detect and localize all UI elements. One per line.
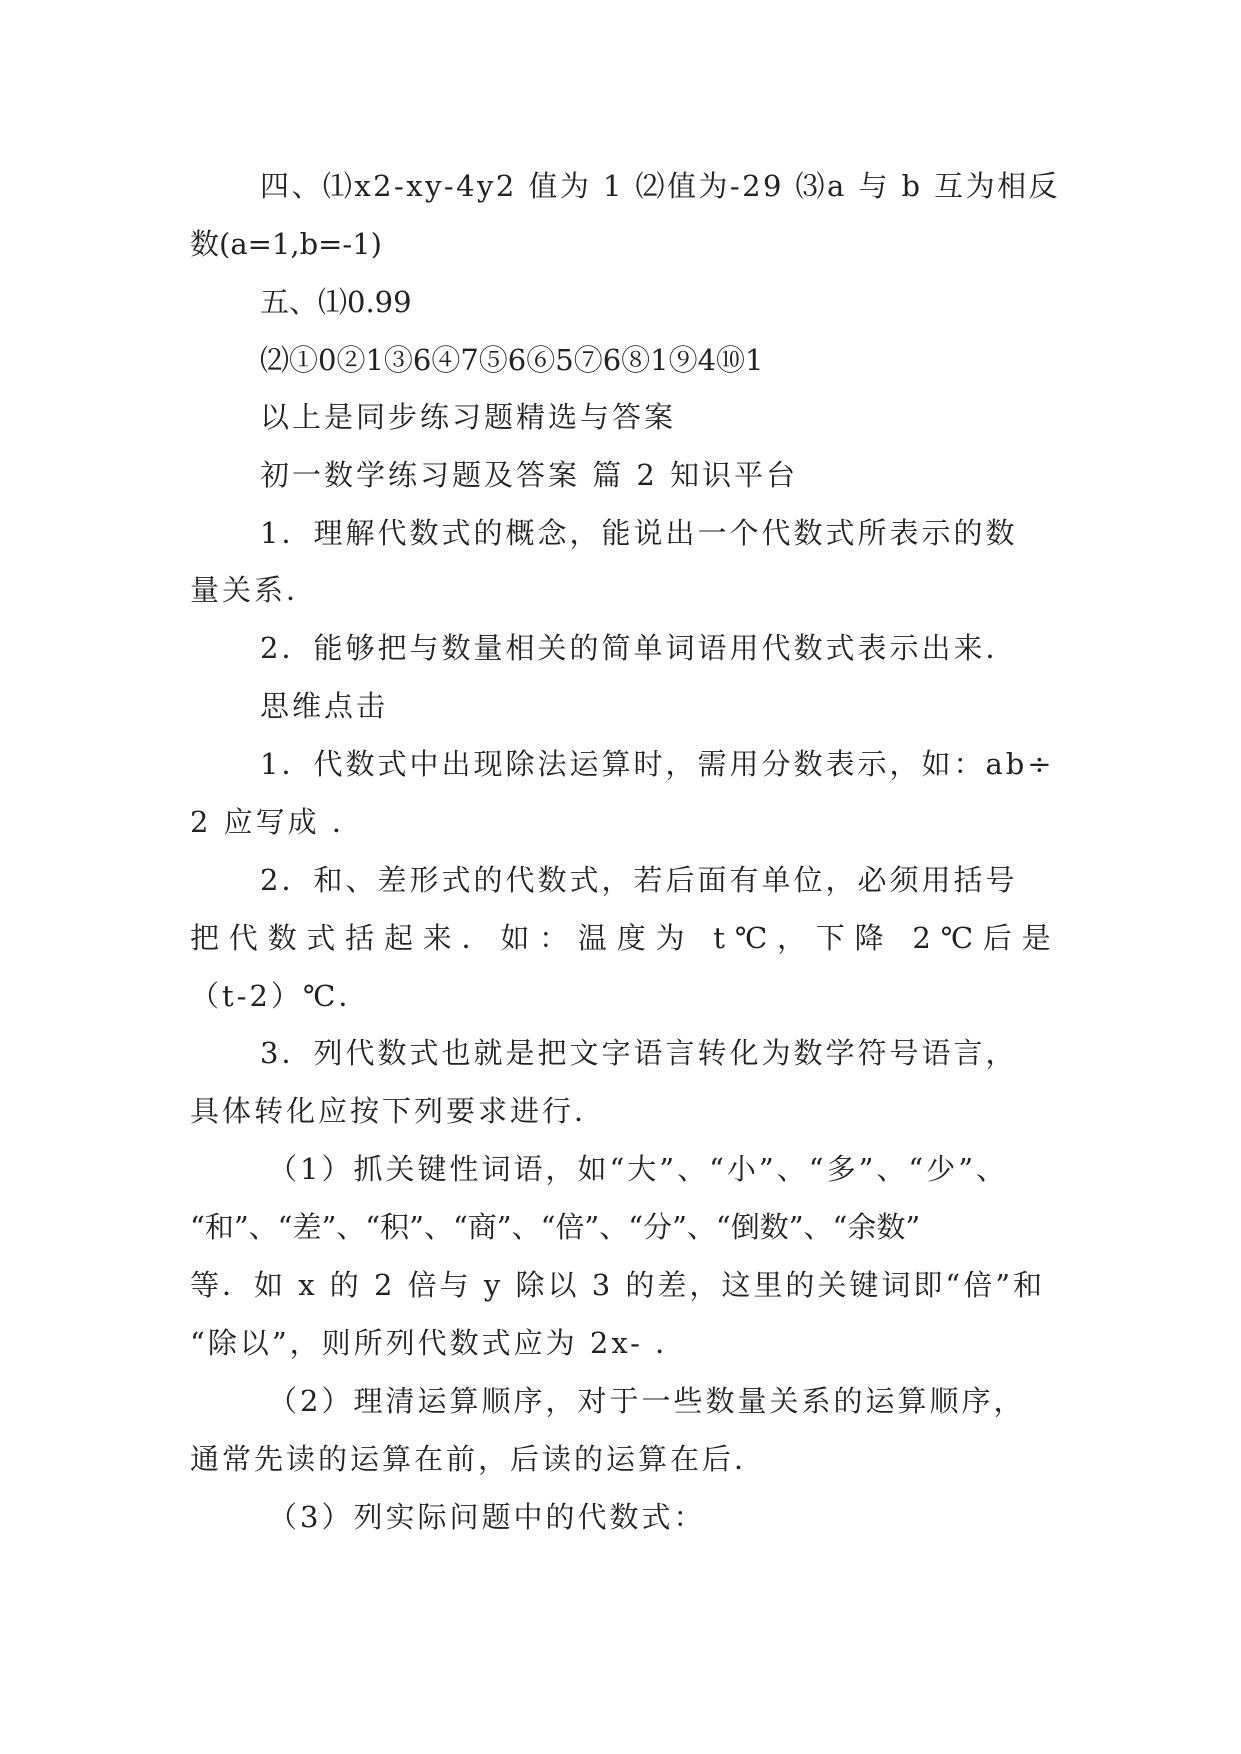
answer-four-line-2: 数(a=1,b=-1) — [190, 227, 382, 261]
knowledge-point-1-line-1: 1．理解代数式的概念，能说出一个代数式所表示的数 — [260, 516, 1018, 550]
knowledge-point-1-line-2: 量关系． — [190, 573, 319, 607]
tip-2-line-3: （t-2）℃． — [190, 979, 371, 1013]
tip-1-line-2: 2 应写成 ． — [190, 805, 364, 839]
tip-3-line-2: 具体转化应按下列要求进行． — [190, 1094, 607, 1128]
tip-3-item-1-line-2: “和”、“差”、“积”、“商”、“倍”、“分”、“倒数”、“余数” — [190, 1210, 921, 1244]
tip-3-item-1-line-4: “除以”，则所列代数式应为 2x- ． — [190, 1326, 688, 1360]
thinking-heading: 思维点击 — [260, 689, 389, 723]
answer-four-line-1: 四、⑴x2-xy-4y2 值为 1 ⑵值为-29 ⑶a 与 b 互为相反 — [260, 169, 1060, 203]
answer-five-part-2: ⑵①0②1③6④7⑤6⑥5⑦6⑧1⑨4⑩1 — [260, 343, 764, 377]
article-heading: 初一数学练习题及答案 篇 2 知识平台 — [260, 458, 799, 492]
tip-2-line-1: 2．和、差形式的代数式，若后面有单位，必须用括号 — [260, 863, 1018, 897]
tip-3-item-2-line-2: 通常先读的运算在前，后读的运算在后． — [190, 1442, 767, 1476]
tip-3-item-1-line-1: （1）抓关键性词语，如“大”、“小”、“多”、“少”、 — [268, 1152, 1009, 1186]
tip-3-item-1-line-3: 等．如 x 的 2 倍与 y 除以 3 的差，这里的关键词即“倍”和 — [190, 1268, 1046, 1302]
tip-3-line-1: 3．列代数式也就是把文字语言转化为数学符号语言， — [260, 1036, 1018, 1070]
tip-1-line-1: 1．代数式中出现除法运算时，需用分数表示，如：ab÷ — [260, 747, 1055, 781]
answer-five-part-1: 五、⑴0.99 — [260, 285, 412, 319]
tip-2-line-2: 把代数式括起来．如：温度为 t℃，下降 2℃后是 — [190, 921, 1061, 955]
section-closing-line: 以上是同步练习题精选与答案 — [260, 400, 677, 434]
knowledge-point-2: 2．能够把与数量相关的简单词语用代数式表示出来． — [260, 631, 1018, 665]
tip-3-item-3: （3）列实际问题中的代数式： — [268, 1500, 706, 1534]
tip-3-item-2-line-1: （2）理清运算顺序，对于一些数量关系的运算顺序， — [268, 1384, 1026, 1418]
